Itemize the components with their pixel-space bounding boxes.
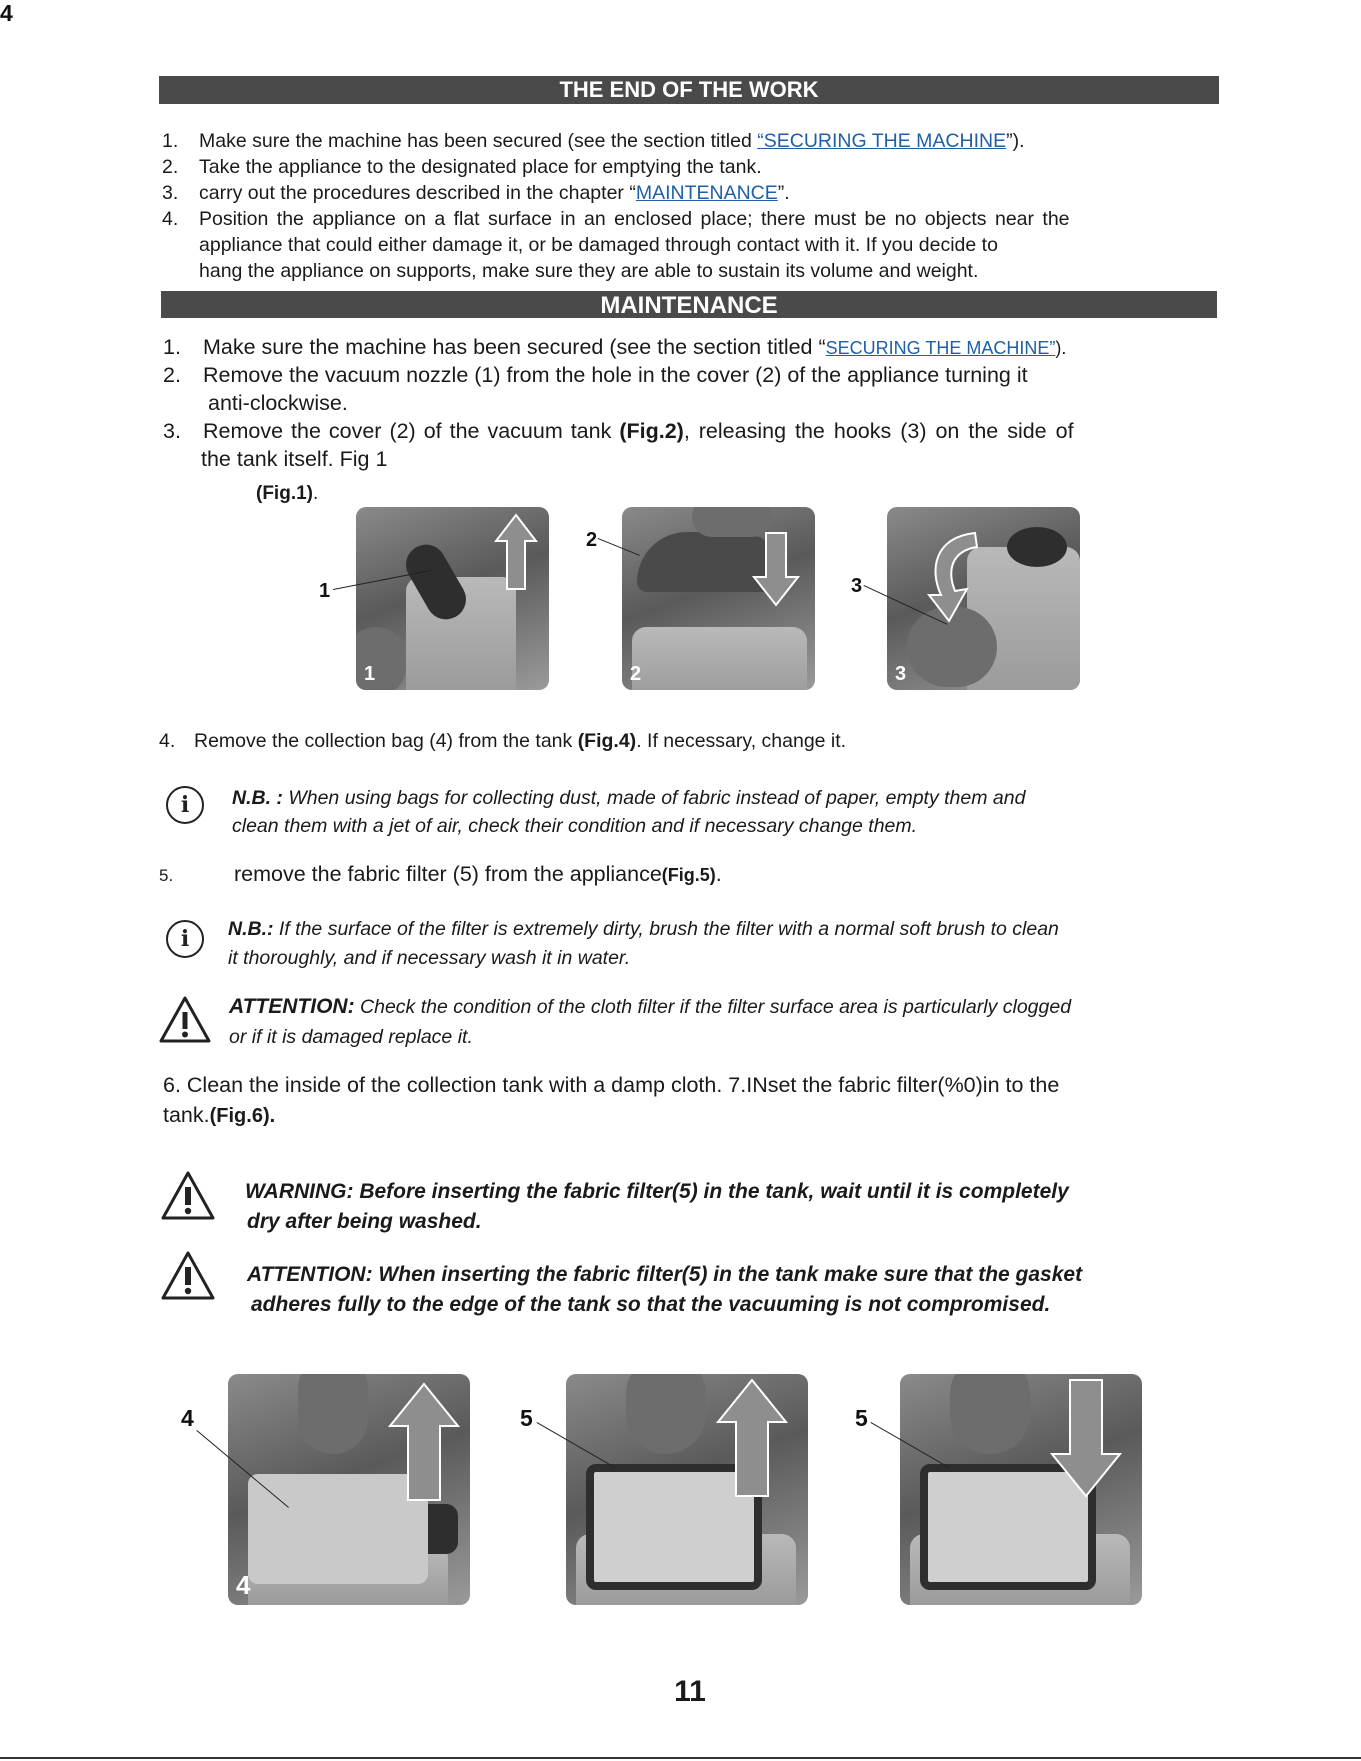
figure-number: 3 xyxy=(895,663,907,685)
figure-remove-nozzle xyxy=(356,507,549,690)
step-6 xyxy=(163,1070,1059,1131)
item-text: Take the appliance to the designated place for emptying the tank. xyxy=(199,156,762,178)
note-text: clean them with a jet of air, check their condition and if necessary change them. xyxy=(232,815,918,837)
step-number: 4. xyxy=(159,730,176,752)
step-text: 6. Clean the inside of the collection tank with a damp cloth. 7.INset the fabric filter(%0)in to the xyxy=(163,1073,1060,1097)
callout-label: 2 xyxy=(586,529,598,551)
step-3 xyxy=(163,417,1198,473)
section-title: THE END OF THE WORK xyxy=(559,77,819,102)
figure-remove-cover xyxy=(622,507,815,690)
arrow-up-icon xyxy=(494,513,538,591)
page-number: 11 xyxy=(674,1675,706,1708)
item-text-end: ”. xyxy=(777,182,790,204)
step-text: . xyxy=(715,862,722,886)
note-nb-1 xyxy=(232,784,1025,840)
arrow-down-icon xyxy=(752,531,800,607)
info-circle-icon: i xyxy=(166,786,204,824)
warning-text: dry after being washed. xyxy=(247,1210,482,1233)
section-header-maintenance xyxy=(161,291,1217,318)
step-text: Remove the cover (2) of the vacuum tank xyxy=(203,419,620,443)
maintenance-steps xyxy=(163,333,1198,473)
item-text: carry out the procedures described in the chapter “ xyxy=(199,182,636,204)
step-4 xyxy=(159,730,846,753)
callout-label: 4 xyxy=(0,0,13,26)
section-title: MAINTENANCE xyxy=(600,292,778,319)
callout-label: 3 xyxy=(851,575,863,597)
attention-note-1 xyxy=(229,992,1071,1052)
figure-number: 2 xyxy=(630,663,642,685)
figure-label: (Fig.1) xyxy=(256,483,313,504)
step-text: Make sure the machine has been secured (see the section titled “ xyxy=(203,335,826,359)
warning-triangle-icon xyxy=(160,1170,216,1222)
step-number: 1. xyxy=(163,335,181,359)
figure-reference: (Fig.4) xyxy=(577,730,637,752)
item-text-line: appliance that could either damage it, or be damaged through contact with it. If you decide to xyxy=(199,234,998,256)
maintenance-link[interactable]: MAINTENANCE xyxy=(635,182,778,204)
securing-the-machine-link[interactable]: SECURING THE MACHINE” xyxy=(825,338,1056,358)
step-number: 3. xyxy=(163,419,181,443)
note-label: N.B. : xyxy=(232,787,283,809)
note-text: When using bags for collecting dust, made of fabric instead of paper, empty them and xyxy=(282,787,1026,809)
arrow-down-icon xyxy=(1050,1378,1122,1498)
figure-remove-bag xyxy=(228,1374,470,1605)
figure-reference: (Fig.2) xyxy=(619,419,684,443)
step-text: Remove the vacuum nozzle (1) from the hole in the cover (2) of the appliance turning it xyxy=(203,363,1028,387)
section-header-end-of-work xyxy=(159,76,1219,104)
figure-insert-filter xyxy=(900,1374,1142,1605)
figure-reference: (Fig.6). xyxy=(209,1105,276,1127)
list-item xyxy=(162,128,1252,154)
figure-number: 4 xyxy=(236,1570,251,1600)
figure-release-hooks xyxy=(887,507,1080,690)
step-text-end: ). xyxy=(1055,338,1067,358)
list-item xyxy=(162,180,1252,206)
warning-triangle-icon xyxy=(158,995,212,1045)
note-nb-2 xyxy=(228,915,1059,973)
step-text: the tank itself. Fig 1 xyxy=(201,447,388,471)
step-text: , releasing the hooks (3) on the side of xyxy=(683,419,1074,443)
warning-triangle-icon xyxy=(160,1250,216,1302)
item-text-line: Position the appliance on a flat surface in an enclosed place; there must be no objects near the xyxy=(199,208,1070,230)
step-2 xyxy=(163,361,1198,417)
callout-label-5: 5 xyxy=(520,1405,533,1431)
callout-label: 1 xyxy=(319,580,331,602)
warning-text: WARNING: Before inserting the fabric filter(5) in the tank, wait until it is completely xyxy=(245,1180,1069,1203)
arrow-up-icon xyxy=(388,1382,460,1502)
list-item xyxy=(162,206,1252,284)
attention-label: ATTENTION: xyxy=(229,995,355,1018)
callout-label-5b: 5 xyxy=(855,1405,868,1431)
fig1-caption xyxy=(256,483,318,505)
list-item xyxy=(162,154,1252,180)
item-number: 2. xyxy=(162,156,179,178)
item-number: 3. xyxy=(162,182,179,204)
item-text-end: ”). xyxy=(1006,130,1025,152)
figure-number: 1 xyxy=(364,663,376,685)
step-text: . If necessary, change it. xyxy=(636,730,847,752)
step-text: anti-clockwise. xyxy=(208,391,348,415)
attention-text: ATTENTION: When inserting the fabric filter(5) in the tank make sure that the gasket xyxy=(247,1263,1083,1286)
step-1 xyxy=(163,333,1198,361)
figure-label-end: . xyxy=(313,483,319,504)
item-number: 4. xyxy=(162,208,179,230)
rotate-arrow-icon xyxy=(915,523,985,623)
note-label: N.B.: xyxy=(228,918,274,940)
info-circle-icon: i xyxy=(166,920,204,958)
step-text: remove the fabric filter (5) from the appliance xyxy=(234,862,662,886)
item-text: Make sure the machine has been secured (see the section titled xyxy=(199,130,758,152)
figure-remove-filter xyxy=(566,1374,808,1605)
arrow-up-icon xyxy=(716,1378,788,1498)
figure-reference: (Fig.5) xyxy=(661,865,716,885)
item-text-line: hang the appliance on supports, make sure they are able to sustain its volume and weight. xyxy=(199,260,979,282)
end-of-work-list xyxy=(162,128,1252,284)
warning-note xyxy=(245,1177,1069,1237)
note-text: If the surface of the filter is extremely dirty, brush the filter with a normal soft brush to clean xyxy=(273,918,1059,940)
step-number: 2. xyxy=(163,363,181,387)
step-text: tank. xyxy=(163,1103,210,1127)
attention-note-2 xyxy=(247,1260,1082,1320)
note-text: it thoroughly, and if necessary wash it in water. xyxy=(228,947,631,969)
step-5 xyxy=(159,862,722,887)
attention-text: Check the condition of the cloth filter if the filter surface area is particularly clogged xyxy=(354,996,1072,1018)
callout-label-4: 4 xyxy=(181,1405,194,1431)
step-number: 5. xyxy=(159,866,174,885)
attention-text: or if it is damaged replace it. xyxy=(229,1026,473,1048)
securing-the-machine-link[interactable]: “SECURING THE MACHINE xyxy=(757,130,1007,152)
item-number: 1. xyxy=(162,130,179,152)
attention-text: adheres fully to the edge of the tank so that the vacuuming is not compromised. xyxy=(251,1293,1051,1316)
page-bottom-border xyxy=(0,1757,1361,1759)
step-text: Remove the collection bag (4) from the tank xyxy=(194,730,578,752)
